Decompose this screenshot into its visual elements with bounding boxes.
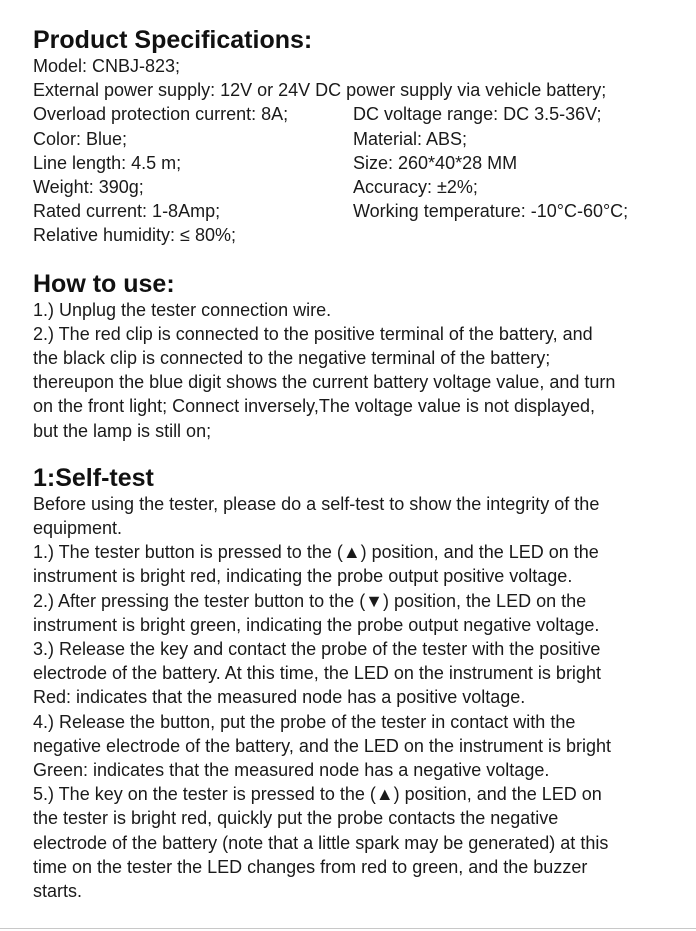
spec-row: [33, 127, 683, 151]
selftest-line: electrode of the battery. At this time, the LED on the instrument is bright: [33, 663, 601, 684]
selftest-line: instrument is bright green, indicating the probe output negative voltage.: [33, 614, 600, 635]
selftest-line: negative electrode of the battery, and the LED on the instrument is bright: [33, 735, 612, 756]
selftest-line: 2.) After pressing the tester button to the (▼) position, the LED on the: [33, 590, 587, 611]
howto-line: thereupon the blue digit shows the current battery voltage value, and turn: [33, 372, 616, 393]
spec-row: [33, 102, 683, 126]
spec-left: Color: Blue;: [33, 128, 128, 149]
spec-right: DC voltage range: DC 3.5-36V;: [353, 104, 602, 125]
selftest-line: Red: indicates that the measured node has a positive voltage.: [33, 687, 526, 708]
spec-right: Accuracy: ±2%;: [353, 177, 478, 198]
selftest-line: the tester is bright red, quickly put the probe contacts the negative: [33, 808, 559, 829]
spec-row: [33, 175, 683, 199]
selftest-line: 5.) The key on the tester is pressed to the (▲) position, and the LED on: [33, 784, 602, 805]
spec-right: Size: 260*40*28 MM: [353, 152, 518, 173]
howto-line: 1.) Unplug the tester connection wire.: [33, 299, 332, 320]
howto-line: on the front light; Connect inversely,The voltage value is not displayed,: [33, 396, 595, 417]
spec-left: Line length: 4.5 m;: [33, 152, 182, 173]
selftest-line: Before using the tester, please do a self-test to show the integrity of the: [33, 493, 600, 514]
selftest-line: equipment.: [33, 518, 123, 539]
selftest-line: electrode of the battery (note that a little spark may be generated) at this: [33, 832, 609, 853]
how-to-use-heading: How to use:: [33, 269, 175, 298]
selftest-line: starts.: [33, 881, 83, 902]
selftest-line: 3.) Release the key and contact the probe of the tester with the positive: [33, 639, 601, 660]
spec-right: Material: ABS;: [353, 128, 468, 149]
howto-line: but the lamp is still on;: [33, 420, 212, 441]
selftest-line: 1.) The tester button is pressed to the (▲) position, and the LED on the: [33, 542, 599, 563]
howto-line: the black clip is connected to the negative terminal of the battery;: [33, 348, 551, 369]
selftest-line: time on the tester the LED changes from red to green, and the buzzer: [33, 856, 588, 877]
spec-left: Weight: 390g;: [33, 177, 144, 198]
howto-line: 2.) The red clip is connected to the positive terminal of the battery, and: [33, 323, 593, 344]
selftest-line: Green: indicates that the measured node has a negative voltage.: [33, 760, 550, 781]
spec-row: [33, 151, 683, 175]
selftest-line: 4.) Release the button, put the probe of the tester in contact with the: [33, 711, 576, 732]
specifications-section: [33, 26, 683, 248]
selftest-line: instrument is bright red, indicating the probe output positive voltage.: [33, 566, 573, 587]
spec-power-supply: External power supply: 12V or 24V DC power supply via vehicle battery;: [33, 80, 607, 101]
spec-left: Overload protection current: 8A;: [33, 104, 289, 125]
how-to-use-section: [33, 270, 683, 443]
self-test-heading: 1:Self-test: [33, 463, 154, 492]
self-test-section: [33, 464, 683, 903]
spec-right: Working temperature: -10°C-60°C;: [353, 201, 629, 222]
spec-model: Model: CNBJ-823;: [33, 56, 181, 76]
spec-humidity: Relative humidity: ≤ 80%;: [33, 225, 236, 246]
specifications-heading: Product Specifications:: [33, 26, 313, 54]
bottom-divider: [0, 928, 696, 929]
document-page: [33, 26, 683, 903]
spec-left: Rated current: 1-8Amp;: [33, 201, 221, 222]
spec-row: [33, 199, 683, 223]
